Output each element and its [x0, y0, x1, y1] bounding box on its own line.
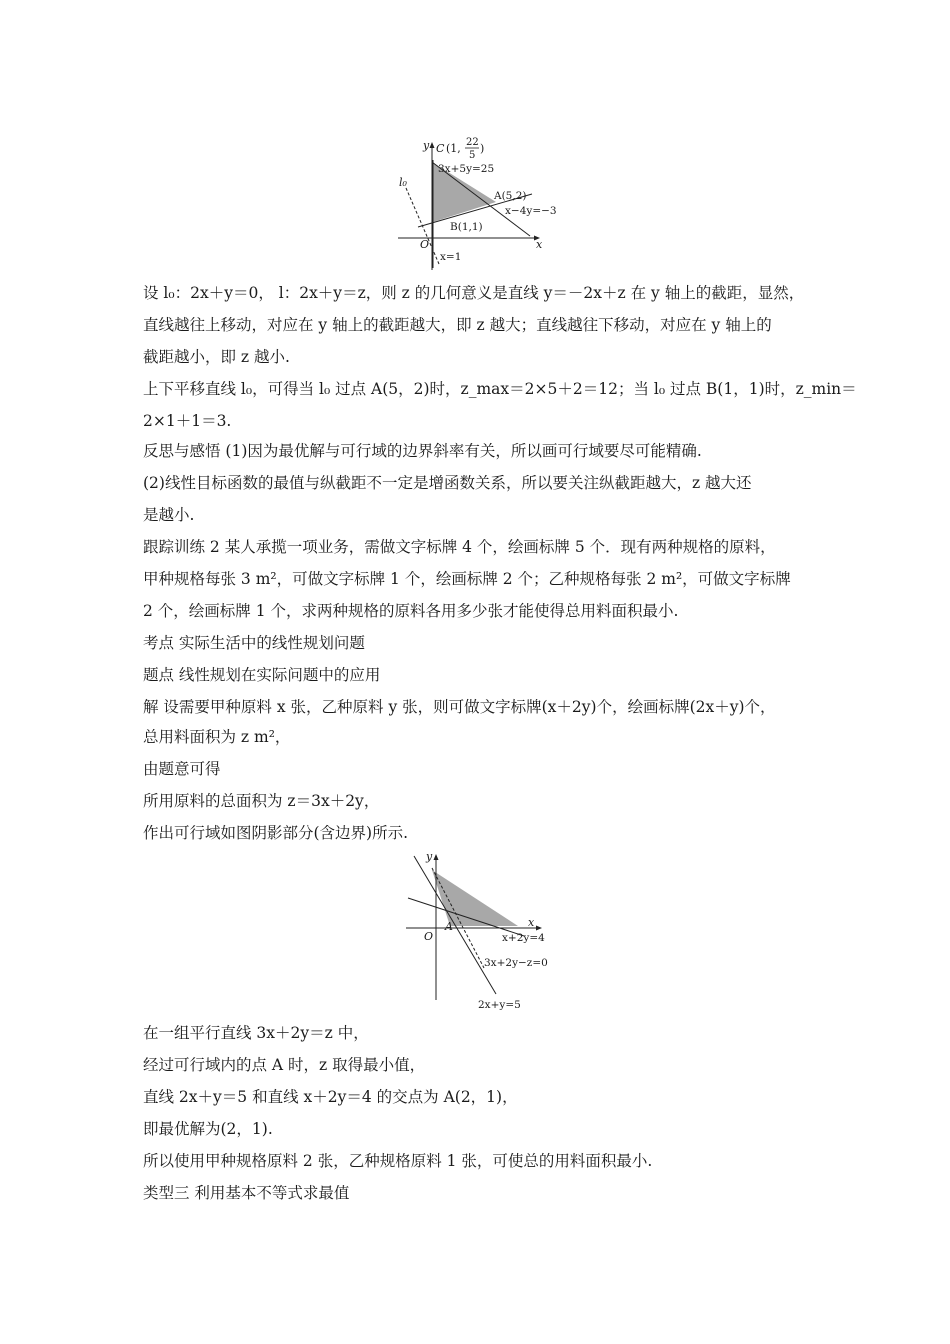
- paragraph-line-17: 所用原料的总面积为 z＝3x＋2y，: [143, 792, 380, 810]
- line-x2y-label: x+2y=4: [502, 932, 545, 944]
- paragraph-line-5: 2×1＋1＝3.: [143, 412, 232, 430]
- point-c-numerator: 22: [466, 137, 479, 148]
- line-3x5y-label: 3x+5y=25: [438, 163, 495, 175]
- line-3x2yz-label: 3x+2y−z=0: [484, 957, 548, 969]
- paragraph-line-18: 作出可行域如图阴影部分(含边界)所示.: [143, 824, 409, 842]
- y-axis-label-2: y: [426, 850, 433, 863]
- paragraph2-line-5: 所以使用甲种规格原料 2 张，乙种规格原料 1 张，可使总的用料面积最小.: [143, 1152, 653, 1170]
- paragraph-line-16: 由题意可得: [143, 760, 221, 778]
- paragraph2-line-4: 即最优解为(2，1).: [143, 1120, 273, 1138]
- paragraph-line-11: 2 个，绘画标牌 1 个，求两种规格的原料各用多少张才能使得总用料面积最小.: [143, 602, 679, 620]
- line-x4y-label: x−4y=−3: [505, 205, 557, 217]
- paragraph-line-13: 题点 线性规划在实际问题中的应用: [143, 666, 381, 684]
- paragraph-line-15: 总用料面积为 z m²，: [143, 728, 291, 746]
- paragraph-line-1: 设 l₀：2x＋y＝0， l：2x＋y＝z，则 z 的几何意义是直线 y＝－2x＋z 在 y 轴上的截距，显然，: [143, 284, 805, 302]
- paragraph2-line-2: 经过可行域内的点 A 时，z 取得最小值，: [143, 1056, 426, 1074]
- paragraph-line-9: 跟踪训练 2 某人承揽一项业务，需做文字标牌 4 个，绘画标牌 5 个．现有两种规格的原料，: [143, 538, 776, 556]
- paragraph-line-7: (2)线性目标函数的最值与纵截距不一定是增函数关系，所以要关注纵截距越大，z 越大还: [143, 474, 752, 492]
- paragraph-line-4: 上下平移直线 l₀，可得当 l₀ 过点 A(5，2)时，z_max＝2×5＋2＝12；当 l₀ 过点 B(1，1)时，z_min＝: [143, 380, 857, 398]
- point-c-open: (1,: [446, 142, 461, 155]
- point-c-label: C: [436, 142, 445, 155]
- point-a-label: A(5,2): [494, 190, 527, 202]
- paragraph-line-14: 解 设需要甲种原料 x 张，乙种原料 y 张，则可做文字标牌(x＋2y)个，绘画标牌(2x＋y)个，: [143, 698, 776, 716]
- paragraph-line-3: 截距越小，即 z 越小.: [143, 348, 290, 366]
- line-2xy-label: 2x+y=5: [478, 999, 521, 1011]
- paragraph-line-10: 甲种规格每张 3 m²，可做文字标牌 1 个，绘画标牌 2 个；乙种规格每张 2 m²，可做文字标牌: [143, 570, 791, 588]
- origin-label-2: O: [424, 930, 434, 943]
- paragraph2-line-6: 类型三 利用基本不等式求最值: [143, 1184, 350, 1202]
- l0-label: l₀: [399, 176, 407, 189]
- paragraph-line-2: 直线越往上移动，对应在 y 轴上的截距越大，即 z 越大；直线越往下移动，对应在 y 轴上的: [143, 316, 772, 334]
- y-axis-label: y: [423, 139, 430, 152]
- point-c-denominator: 5: [469, 150, 476, 161]
- line-x1-label: x=1: [440, 251, 462, 263]
- paragraph2-line-1: 在一组平行直线 3x＋2y＝z 中，: [143, 1024, 369, 1042]
- feasible-region-figure-1: [390, 132, 557, 272]
- point-c-close: ): [480, 142, 485, 155]
- x-axis-label: x: [536, 238, 543, 251]
- paragraph-line-8: 是越小.: [143, 506, 195, 524]
- paragraph-line-6: 反思与感悟 (1)因为最优解与可行域的边界斜率有关，所以画可行域要尽可能精确.: [143, 442, 702, 460]
- feasible-region-figure-2: [400, 848, 560, 1011]
- paragraph2-line-3: 直线 2x＋y＝5 和直线 x＋2y＝4 的交点为 A(2，1)，: [143, 1088, 518, 1106]
- point-a-label-2: A: [445, 920, 453, 933]
- x-axis-label-2: x: [528, 916, 535, 929]
- feasible-region-shading-2: [432, 870, 518, 926]
- origin-label: O: [420, 238, 430, 251]
- paragraph-line-12: 考点 实际生活中的线性规划问题: [143, 634, 365, 652]
- point-b-label: B(1,1): [450, 221, 483, 233]
